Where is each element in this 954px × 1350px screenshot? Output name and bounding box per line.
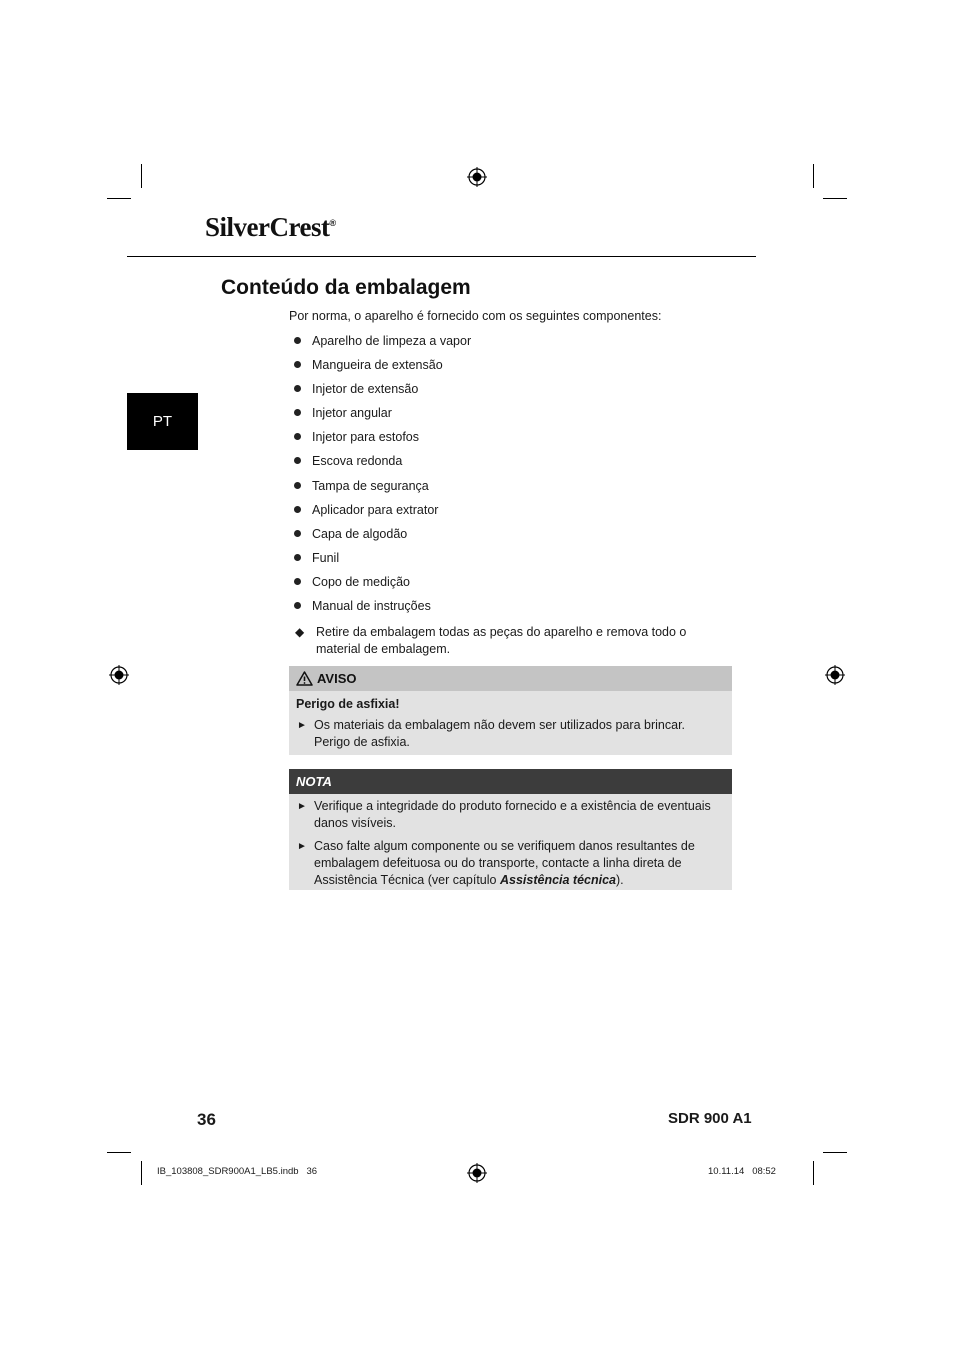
arrow-bullet-icon: ► [297,801,307,812]
list-item: Injetor de extensão [292,377,471,401]
model-name: SDR 900 A1 [668,1110,752,1127]
list-item: Tampa de segurança [292,474,471,498]
note-point-text-part: ). [616,873,624,888]
note-point-text-part: Caso falte algum componente ou se verifiquem danos resultantes de embalagem defeituosa ou do transporte, contacte a linha direta de Assistência Técnica (ver capítulo [314,838,695,888]
warning-header [289,666,732,691]
registered-mark: ® [329,218,336,228]
crop-mark [107,198,131,199]
list-item: Injetor angular [292,401,471,425]
instruction-text: Retire da embalagem todas as peças do aparelho e remova todo o material de embalagem. [316,625,687,656]
warning-box [289,666,732,755]
chapter-reference: Assistência técnica [499,873,617,888]
warning-label: AVISO [317,671,357,686]
instruction-step [295,624,695,658]
warning-point-text: Os materiais da embalagem não devem ser utilizados para brincar. Perigo de asfixia. [314,718,686,750]
list-item: Injetor para estofos [292,425,471,449]
registration-mark-icon [825,665,845,685]
brand-logo [205,212,336,243]
note-point-text [314,839,695,888]
registration-mark-icon [467,167,487,187]
language-tab: PT [127,393,198,450]
list-item: Mangueira de extensão [292,353,471,377]
note-point [289,798,732,833]
page-title: Conteúdo da embalagem [221,276,471,299]
header-rule [127,256,756,257]
registration-mark-icon [109,665,129,685]
list-item: Aparelho de limpeza a vapor [292,329,471,353]
warning-subtitle: Perigo de asfixia! [296,697,400,711]
arrow-bullet-icon: ► [297,720,307,731]
list-item: Manual de instruções [292,594,471,618]
component-list [292,329,471,618]
print-slug-file: IB_103808_SDR900A1_LB5.indb 36 [157,1166,318,1177]
list-item: Escova redonda [292,449,471,473]
list-item: Copo de medição [292,570,471,594]
page-number: 36 [197,1110,216,1129]
registration-mark-icon [467,1163,487,1183]
note-box [289,769,732,890]
list-item: Aplicador para extrator [292,498,471,522]
note-header [289,769,732,794]
crop-mark [813,1161,814,1185]
print-slug-datetime: 10.11.14 08:52 [708,1166,776,1177]
list-item: Funil [292,546,471,570]
arrow-bullet-icon: ► [297,840,307,852]
diamond-bullet-icon: ◆ [295,625,305,639]
crop-mark [141,1161,142,1185]
list-item: Capa de algodão [292,522,471,546]
note-point [289,838,732,890]
intro-text: Por norma, o aparelho é fornecido com os seguintes componentes: [289,309,662,323]
brand-logo-text: SilverCrest [205,212,330,242]
crop-mark [823,198,847,199]
note-label: NOTA [296,774,332,789]
crop-mark [141,164,142,188]
crop-mark [823,1152,847,1153]
crop-mark [813,164,814,188]
note-point-text: Verifique a integridade do produto fornecido e a existência de eventuais danos visíveis. [314,799,711,831]
warning-point [289,717,732,752]
warning-triangle-icon [296,671,313,686]
crop-mark [107,1152,131,1153]
